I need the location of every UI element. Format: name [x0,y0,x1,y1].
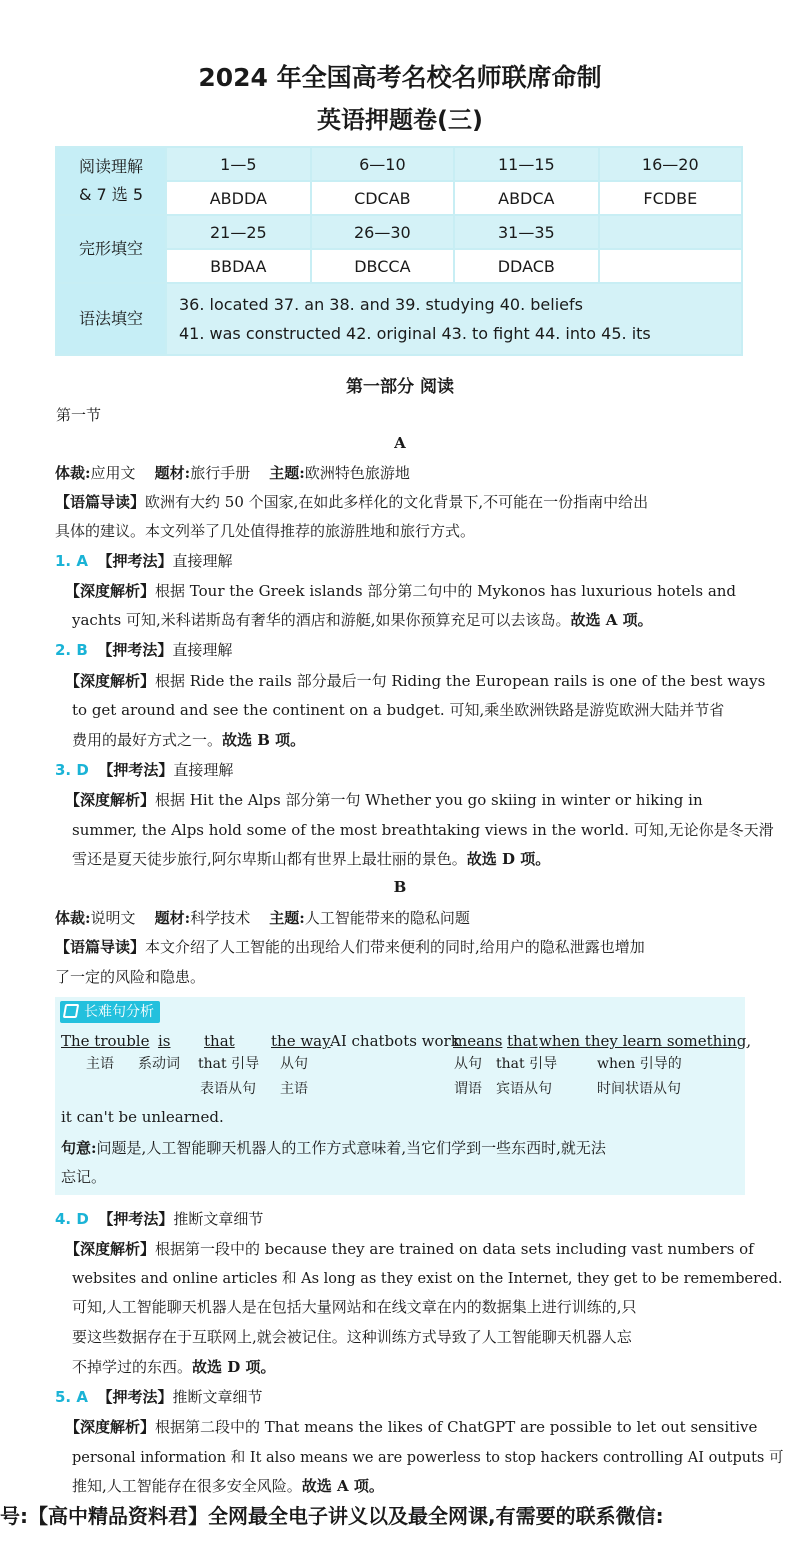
sentence-translation-cont: 忘记。 [61,1168,107,1186]
annotation: 时间状语从句 [597,1081,681,1097]
annotation: that 引导 [198,1056,260,1072]
answer-table [55,146,743,356]
question-5-analysis: 【深度解析】根据第二段中的 That means the likes of ChatGPT are possible to let out sensitive [65,1418,758,1436]
question-1-analysis: 【深度解析】根据 Tour the Greek islands 部分第二句中的 Mykonos has luxurious hotels and [65,582,737,600]
range-cell: 31—35 [454,215,599,249]
range-cell: 1—5 [166,147,311,181]
sentence-word: the way [271,1032,331,1050]
sentence-word: The trouble [61,1032,150,1050]
question-2-analysis-end: 费用的最好方式之一。故选 B 项。 [72,731,306,749]
question-5-header: 5. A 【押考法】推断文章细节 [55,1388,263,1406]
section-label: 第一节 [56,406,102,424]
question-4-analysis: 【深度解析】根据第一段中的 because they are trained on data sets including vast numbers of [65,1240,754,1258]
annotation: 主语 [280,1081,308,1097]
part-title: 第一部分 阅读 [346,377,454,397]
sentence-word: that [204,1032,235,1050]
answer-cell: DBCCA [311,249,454,283]
range-cell: 16—20 [599,147,742,181]
question-4-analysis-cont3: 要这些数据存在于互联网上,就会被记住。这种训练方式导致了人工智能聊天机器人忘 [72,1328,632,1346]
empty-cell [599,215,742,249]
annotation: 从句 [454,1056,482,1072]
question-3-analysis-cont: summer, the Alps hold some of the most breathtaking views in the world. 可知,无论你是冬天滑 [72,821,774,839]
sentence-word: when they learn something, [539,1032,752,1050]
question-5-analysis-end: 推知,人工智能存在很多安全风险。故选 A 项。 [72,1477,384,1495]
annotation: 从句 [280,1056,308,1072]
sentence-word: AI chatbots work [330,1032,460,1050]
question-4-analysis-cont2: 可知,人工智能聊天机器人是在包括大量网站和在线文章在内的数据集上进行训练的,只 [72,1298,637,1316]
question-2-analysis: 【深度解析】根据 Ride the rails 部分最后一句 Riding the European rails is one of the best ways [65,672,766,690]
annotation: 表语从句 [200,1081,256,1097]
range-cell: 11—15 [454,147,599,181]
answer-cell: CDCAB [311,181,454,215]
answer-cell: ABDCA [454,181,599,215]
sentence-word: that [507,1032,538,1050]
reading-label: 阅读理解 & 7 选 5 [56,147,166,215]
footer-watermark: 号:【高中精品资料君】全网最全电子讲义以及最全网课,有需要的联系微信: [0,1504,664,1528]
sentence-analysis-badge: 长难句分析 [60,1001,160,1023]
passage-b-intro: 【语篇导读】本文介绍了人工智能的出现给人们带来便利的同时,给用户的隐私泄露也增加 [55,938,645,956]
empty-cell [599,249,742,283]
passage-letter-b: B [393,878,407,896]
answer-cell: BBDAA [166,249,311,283]
annotation: 宾语从句 [496,1081,552,1097]
question-3-header: 3. D 【押考法】直接理解 [55,761,234,779]
passage-b-intro-cont: 了一定的风险和隐患。 [55,968,206,986]
passage-letter-a: A [394,434,406,452]
passage-a-intro-cont: 具体的建议。本文列举了几处值得推荐的旅游胜地和旅行方式。 [55,522,476,540]
passage-a-intro: 【语篇导读】欧洲有大约 50 个国家,在如此多样化的文化背景下,不可能在一份指南中给出 [55,493,649,511]
question-4-analysis-end: 不掉学过的东西。故选 D 项。 [72,1358,276,1376]
question-1-analysis-cont: yachts 可知,米科诺斯岛有奢华的酒店和游艇,如果你预算充足可以去该岛。故选 A 项。 [72,611,653,629]
annotation: that 引导 [496,1056,558,1072]
annotation: 系动词 [138,1056,180,1072]
grammar-label: 语法填空 [56,283,166,355]
question-5-analysis-cont: personal information 和 It also means we are powerless to stop hackers controlling AI outputs 可 [72,1450,784,1466]
question-2-header: 2. B 【押考法】直接理解 [55,641,233,659]
question-4-analysis-cont: websites and online articles 和 As long as they exist on the Internet, they get to be remembered. [72,1271,783,1287]
page-title: 2024 年全国高考名校名师联席命制 [198,63,602,92]
question-4-header: 4. D 【押考法】推断文章细节 [55,1210,264,1228]
annotation: 谓语 [454,1081,482,1097]
sentence-continuation: it can't be unlearned. [61,1108,224,1126]
passage-b-meta: 体裁:说明文 题材:科学技术 主题:人工智能带来的隐私问题 [55,909,470,927]
question-3-analysis-end: 雪还是夏天徒步旅行,阿尔卑斯山都有世界上最壮丽的景色。故选 D 项。 [72,850,551,868]
passage-a-meta: 体裁:应用文 题材:旅行手册 主题:欧洲特色旅游地 [55,464,410,482]
sentence-translation: 句意:问题是,人工智能聊天机器人的工作方式意味着,当它们学到一些东西时,就无法 [61,1139,606,1157]
annotation: 主语 [86,1056,114,1072]
question-3-analysis: 【深度解析】根据 Hit the Alps 部分第一句 Whether you go skiing in winter or hiking in [65,791,703,809]
page-subtitle: 英语押题卷(三) [317,106,483,134]
question-1-header: 1. A 【押考法】直接理解 [55,552,233,570]
range-cell: 26—30 [311,215,454,249]
cloze-label: 完形填空 [56,215,166,283]
question-2-analysis-cont: to get around and see the continent on a budget. 可知,乘坐欧洲铁路是游览欧洲大陆并节省 [72,701,725,719]
answer-cell: FCDBE [599,181,742,215]
grammar-answers: 36. located 37. an 38. and 39. studying 40. beliefs 41. was constructed 42. original 43. to fight 44. into 45. its [166,283,742,355]
annotation: when 引导的 [597,1056,682,1072]
range-cell: 21—25 [166,215,311,249]
sentence-word: is [158,1032,171,1050]
range-cell: 6—10 [311,147,454,181]
answer-cell: DDACB [454,249,599,283]
pencil-icon [63,1004,79,1018]
sentence-word: means [453,1032,503,1050]
answer-cell: ABDDA [166,181,311,215]
